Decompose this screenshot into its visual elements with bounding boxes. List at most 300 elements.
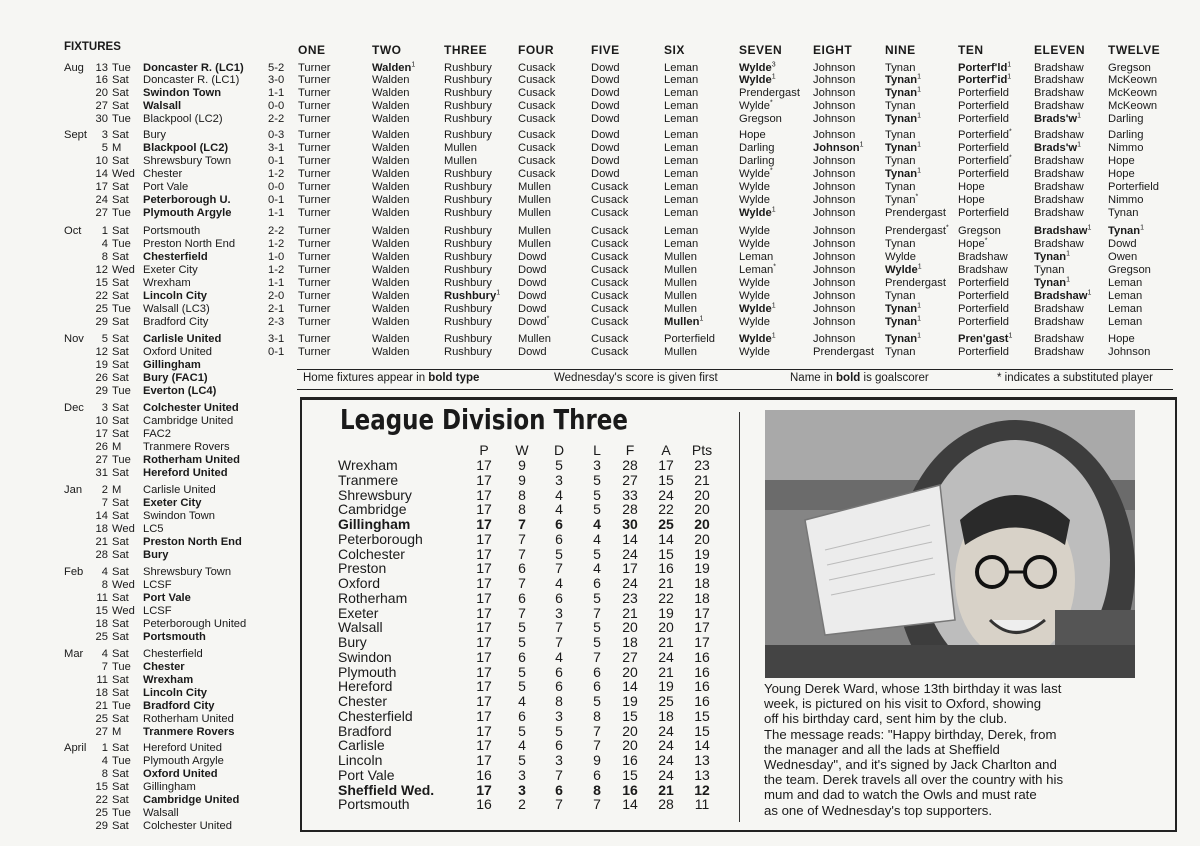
- league-team: Peterborough: [338, 530, 423, 547]
- player-name: Leman: [664, 238, 699, 250]
- league-row: [0, 724, 740, 739]
- player-name: Turner: [298, 277, 331, 289]
- player-name: Cusack: [518, 62, 556, 74]
- player-name: Bradshaw: [1034, 333, 1084, 345]
- player-cell: [591, 333, 628, 346]
- player-cell: [591, 194, 628, 207]
- league-stat: 14: [694, 737, 710, 754]
- player-name: Walden: [372, 277, 410, 289]
- player-mark: *: [1009, 154, 1012, 162]
- player-name: Cusack: [591, 225, 629, 237]
- league-stat: 6: [518, 560, 526, 577]
- league-team: Chesterfield: [338, 707, 413, 724]
- league-stat: 5: [555, 545, 563, 562]
- fixture-opponent: Oxford United: [143, 768, 218, 780]
- player-cell: [518, 113, 555, 126]
- player-mark: 1: [1066, 250, 1071, 258]
- league-stat: 9: [518, 457, 526, 473]
- league-stat: 24: [658, 486, 674, 503]
- league-stat: 5: [593, 471, 601, 488]
- fixture-opponent: Portsmouth: [143, 631, 206, 643]
- league-stat: 16: [694, 678, 710, 695]
- player-cell: [1108, 346, 1150, 359]
- fixture-score: 1-2: [268, 264, 285, 276]
- league-stat: 21: [658, 781, 674, 798]
- fixture-weekday: Sat: [112, 155, 129, 167]
- player-name: Porterfield: [958, 155, 1009, 167]
- player-mark: 1: [1077, 112, 1081, 120]
- fixture-day: 27: [95, 726, 108, 738]
- player-name: Leman: [664, 113, 699, 125]
- player-name: Cusack: [518, 74, 556, 86]
- player-name: Gregson: [1108, 62, 1151, 74]
- player-name: Cusack: [591, 264, 629, 276]
- player-name: Bradshaw: [1034, 346, 1084, 358]
- player-name: Turner: [298, 225, 331, 237]
- fixture-opponent: Wrexham: [143, 277, 191, 289]
- player-cell: [1108, 129, 1143, 142]
- player-name: Dowd: [518, 346, 547, 358]
- fixture-weekday: Sat: [112, 781, 129, 793]
- league-team: Lincoln: [338, 752, 383, 768]
- league-stat: 5: [518, 722, 526, 739]
- player-mark: *: [1009, 128, 1012, 136]
- fixture-opponent: Wrexham: [143, 674, 194, 686]
- player-name: Tynan: [1034, 251, 1067, 263]
- player-mark: 1: [1007, 73, 1012, 81]
- player-name: Walden: [372, 142, 410, 154]
- player-cell: [958, 303, 1009, 316]
- league-stat: 4: [518, 737, 526, 754]
- player-cell: [591, 113, 620, 126]
- player-name: Porterfield: [958, 303, 1009, 315]
- league-stat: 16: [476, 766, 492, 783]
- league-row: [0, 488, 740, 503]
- player-cell: [518, 194, 551, 207]
- fixture-day: 22: [95, 794, 108, 806]
- league-stat: 6: [593, 678, 601, 695]
- player-cell: [518, 225, 551, 238]
- league-stat: 33: [622, 486, 638, 503]
- player-cell: [1034, 238, 1084, 251]
- player-name: Rushbury: [444, 333, 492, 345]
- player-name: Mullen: [518, 181, 551, 193]
- player-cell: [518, 181, 551, 194]
- player-cell: [372, 303, 410, 316]
- league-stat: 20: [622, 663, 638, 680]
- player-name: Turner: [298, 74, 331, 86]
- fixture-weekday: Wed: [112, 523, 135, 535]
- player-cell: [298, 290, 331, 303]
- player-mark: 1: [771, 73, 776, 81]
- player-name: Leman: [664, 142, 699, 154]
- player-name: Dowd: [591, 168, 620, 180]
- player-cell: [298, 113, 331, 126]
- league-stat: 18: [694, 589, 710, 606]
- player-cell: [518, 142, 555, 155]
- player-cell: [664, 168, 698, 181]
- player-cell: [1108, 142, 1143, 155]
- player-cell: [885, 264, 922, 277]
- league-team: Cambridge: [338, 501, 407, 518]
- player-mark: 1: [917, 86, 922, 94]
- fixture-opponent: Plymouth Argyle: [143, 207, 232, 219]
- player-cell: [298, 346, 331, 359]
- league-stat: 17: [476, 516, 492, 532]
- fixture-month: Mar: [64, 648, 84, 660]
- fixture-row: [0, 238, 1200, 251]
- player-cell: [885, 238, 915, 251]
- player-name: Tynan: [885, 346, 916, 358]
- fixture-opponent: Hereford United: [143, 742, 222, 754]
- player-cell: [739, 251, 773, 264]
- player-cell: [813, 316, 855, 329]
- player-cell: [444, 113, 492, 126]
- league-team: Portsmouth: [338, 796, 410, 813]
- league-stat: 20: [622, 722, 638, 739]
- league-stat: 7: [555, 634, 563, 650]
- fixture-opponent: Peterborough U.: [143, 194, 231, 206]
- fixture-weekday: Tue: [112, 661, 131, 673]
- player-name: Johnson: [813, 225, 856, 237]
- fixture-opponent: Port Vale: [143, 181, 189, 193]
- player-cell: [885, 142, 921, 155]
- league-stat: 6: [555, 678, 563, 695]
- player-mark: 1: [917, 332, 922, 340]
- fixture-opponent: Exeter City: [143, 497, 202, 509]
- photo-derek-ward: [765, 410, 1135, 678]
- league-stat: 3: [518, 781, 526, 798]
- player-cell: [664, 129, 698, 142]
- position-header: ONE: [298, 43, 326, 57]
- player-name: Porterf'ld: [958, 62, 1008, 74]
- player-name: Wylde: [739, 181, 770, 193]
- league-stat: 17: [658, 457, 674, 473]
- league-stat: 19: [694, 545, 710, 562]
- position-header: FOUR: [518, 43, 554, 57]
- player-name: Prendergast: [739, 87, 800, 99]
- player-name: Brads'w: [1034, 113, 1078, 125]
- player-name: Mullen: [664, 303, 697, 315]
- player-cell: [958, 264, 1008, 277]
- caption-line: Young Derek Ward, whose 13th birthday it was last: [764, 681, 1062, 696]
- player-name: Rushbury: [444, 194, 492, 206]
- position-header: TWO: [372, 43, 402, 57]
- league-stat: 20: [658, 619, 674, 636]
- player-cell: [958, 238, 987, 251]
- league-stat: 16: [694, 663, 710, 680]
- league-row: [0, 576, 740, 591]
- fixture-opponent: Chesterfield: [143, 648, 203, 660]
- fixture-day: 29: [95, 820, 108, 832]
- player-cell: [1034, 251, 1070, 264]
- player-name: Brads'w: [1034, 142, 1078, 154]
- fixture-weekday: Sat: [112, 566, 129, 578]
- fixture-score: 2-2: [268, 113, 285, 125]
- player-cell: [1034, 74, 1084, 87]
- league-stat: 20: [694, 486, 710, 503]
- league-stat: 4: [555, 501, 563, 518]
- player-cell: [298, 194, 331, 207]
- league-stat: 22: [658, 501, 674, 518]
- player-cell: [739, 225, 770, 238]
- league-row: [0, 473, 740, 488]
- fixture-opponent: Swindon Town: [143, 510, 215, 522]
- league-stat: 7: [518, 530, 526, 547]
- league-row: [0, 458, 740, 473]
- league-stat: 5: [593, 501, 601, 518]
- league-stat: 19: [694, 560, 710, 577]
- league-stat: 19: [658, 604, 674, 621]
- fixture-opponent: LCSF: [143, 579, 172, 591]
- league-stat: 11: [694, 796, 710, 813]
- player-name: Johnson: [813, 181, 856, 193]
- player-name: Johnson: [1108, 346, 1151, 358]
- player-cell: [664, 303, 697, 316]
- fixture-weekday: Tue: [112, 62, 131, 74]
- player-name: Walden: [372, 303, 410, 315]
- fixture-day: 2: [101, 484, 108, 496]
- player-name: Tynan: [1108, 225, 1141, 237]
- player-cell: [1034, 129, 1084, 142]
- player-name: Turner: [298, 333, 331, 345]
- league-stat: 20: [622, 619, 638, 636]
- league-stat: 5: [593, 634, 601, 650]
- player-cell: [1034, 87, 1084, 100]
- league-stat: 17: [476, 501, 492, 518]
- player-name: Wylde: [739, 168, 770, 180]
- player-cell: [739, 207, 776, 220]
- player-cell: [739, 155, 774, 168]
- player-cell: [444, 290, 500, 303]
- fixture-row: [0, 264, 1200, 277]
- player-name: Leman: [739, 251, 774, 263]
- league-stat: 25: [658, 516, 674, 532]
- player-cell: [958, 290, 1009, 303]
- player-cell: [372, 207, 410, 220]
- player-name: Cusack: [518, 142, 556, 154]
- fixture-day: 19: [95, 359, 108, 371]
- player-name: Johnson: [813, 207, 856, 219]
- player-mark: 1: [411, 61, 416, 69]
- league-stat: 6: [555, 663, 563, 680]
- player-name: Turner: [298, 113, 331, 125]
- caption-line: the manager and all the lads at Sheffield: [764, 741, 1000, 757]
- fixture-score: 0-3: [268, 129, 285, 141]
- player-cell: [298, 87, 331, 100]
- league-team: Gillingham: [338, 516, 411, 532]
- player-name: Wylde: [739, 346, 770, 358]
- league-stat: 8: [518, 501, 526, 518]
- player-cell: [444, 207, 492, 220]
- league-stat: 6: [555, 589, 563, 606]
- player-name: Wylde: [739, 316, 770, 328]
- player-name: Dowd: [518, 264, 547, 276]
- fixture-row: [0, 290, 1200, 303]
- player-name: Cusack: [591, 290, 629, 302]
- player-name: Nimmo: [1108, 194, 1144, 206]
- league-stat: 5: [593, 486, 601, 503]
- player-cell: [372, 74, 410, 87]
- player-mark: 1: [1066, 276, 1071, 284]
- player-cell: [813, 100, 855, 113]
- league-stat: 17: [476, 560, 492, 577]
- league-stat: 14: [622, 678, 638, 695]
- player-name: Walden: [372, 316, 410, 328]
- player-name: Johnson: [813, 251, 856, 263]
- player-name: Rushbury: [444, 181, 492, 193]
- player-name: Bradshaw: [958, 264, 1008, 276]
- league-stat: 3: [555, 752, 563, 768]
- league-stat: 5: [555, 722, 563, 739]
- league-stat: 6: [518, 648, 526, 665]
- player-cell: [739, 346, 770, 359]
- fixture-weekday: Sat: [112, 768, 129, 780]
- player-name: Johnson: [813, 87, 856, 99]
- player-mark: 1: [917, 263, 922, 271]
- fixture-opponent: Walsall: [143, 807, 179, 819]
- player-cell: [885, 333, 921, 346]
- player-cell: [1108, 207, 1138, 220]
- player-cell: [739, 74, 776, 87]
- player-name: Turner: [298, 303, 331, 315]
- fixture-opponent: Doncaster R. (LC1): [143, 62, 244, 74]
- fixture-score: 2-3: [268, 316, 285, 328]
- player-cell: [444, 74, 492, 87]
- player-name: Darling: [1108, 113, 1144, 125]
- fixture-opponent: Gillingham: [143, 781, 196, 793]
- player-name: Porterfield: [958, 113, 1009, 125]
- player-cell: [739, 168, 773, 181]
- player-cell: [444, 277, 492, 290]
- player-cell: [664, 100, 698, 113]
- league-stat: 17: [476, 781, 492, 798]
- fixture-day: 25: [95, 631, 108, 643]
- player-name: Porterfield: [958, 316, 1009, 328]
- player-mark: *: [769, 167, 773, 175]
- player-cell: [958, 74, 1011, 87]
- player-name: Tynan: [885, 290, 916, 302]
- league-stat: 17: [476, 457, 492, 473]
- player-name: Johnson: [813, 303, 856, 315]
- league-stat: 18: [622, 634, 638, 650]
- player-name: Dowd: [591, 142, 620, 154]
- league-stat: 17: [476, 722, 492, 739]
- league-stat: 27: [622, 471, 638, 488]
- player-name: Bradshaw: [1034, 155, 1084, 167]
- player-name: Porterfield: [664, 333, 715, 345]
- player-cell: [591, 129, 620, 142]
- player-cell: [444, 316, 492, 329]
- player-name: Rushbury: [444, 87, 492, 99]
- player-cell: [372, 238, 410, 251]
- league-stat: 13: [694, 766, 710, 783]
- caption-line: off his birthday card, sent him by the club.: [764, 711, 1008, 727]
- player-cell: [885, 87, 921, 100]
- fixture-opponent: Lincoln City: [143, 290, 208, 302]
- fixture-opponent: Walsall: [143, 100, 182, 112]
- league-stat: 7: [555, 766, 563, 783]
- player-name: Tynan: [885, 333, 918, 345]
- player-cell: [372, 155, 410, 168]
- player-cell: [298, 207, 331, 220]
- player-cell: [1108, 316, 1142, 329]
- player-name: Porterfield: [958, 290, 1009, 302]
- player-cell: [298, 74, 331, 87]
- fixture-month: Nov: [64, 333, 84, 345]
- player-name: Walden: [372, 100, 410, 112]
- fixture-day: 22: [95, 290, 108, 302]
- player-cell: [664, 181, 698, 194]
- player-name: Turner: [298, 62, 331, 74]
- fixture-weekday: Tue: [112, 700, 131, 712]
- player-name: Gregson: [739, 113, 782, 125]
- fixture-opponent: Tranmere Rovers: [143, 726, 235, 738]
- fixture-weekday: Tue: [112, 303, 131, 315]
- league-stat: 7: [555, 619, 563, 636]
- player-cell: [813, 251, 855, 264]
- fixture-day: 4: [101, 648, 108, 660]
- player-cell: [518, 290, 547, 303]
- player-name: Rushbury: [444, 346, 492, 358]
- player-cell: [444, 168, 492, 181]
- player-name: Bradshaw: [1034, 225, 1088, 237]
- player-name: Wylde: [739, 100, 770, 112]
- fixture-opponent: Preston North End: [143, 238, 236, 250]
- player-cell: [1034, 316, 1084, 329]
- fixture-weekday: M: [112, 142, 122, 154]
- player-mark: 3: [771, 61, 776, 69]
- league-stat: 20: [694, 501, 710, 518]
- fixture-opponent: Exeter City: [143, 264, 198, 276]
- player-name: Cusack: [518, 87, 556, 99]
- fixture-row: [0, 277, 1200, 290]
- player-name: Leman: [664, 225, 699, 237]
- fixture-weekday: Sat: [112, 618, 129, 630]
- player-cell: [813, 290, 855, 303]
- player-cell: [372, 264, 410, 277]
- player-cell: [298, 142, 331, 155]
- fixture-day: 15: [95, 277, 108, 289]
- fixture-weekday: Sat: [112, 428, 129, 440]
- player-cell: [372, 129, 410, 142]
- position-header: TEN: [958, 43, 984, 57]
- league-stat: 3: [593, 457, 601, 473]
- player-cell: [739, 303, 776, 316]
- player-name: Turner: [298, 238, 331, 250]
- league-stat: 21: [658, 663, 674, 680]
- fixture-opponent: Gillingham: [143, 359, 201, 371]
- player-cell: [813, 264, 855, 277]
- fixture-row: [0, 168, 1200, 181]
- player-name: Cusack: [518, 100, 556, 112]
- fixture-day: 10: [95, 415, 108, 427]
- league-row: [0, 532, 740, 547]
- fixture-day: 18: [95, 618, 108, 630]
- player-name: Bradshaw: [958, 251, 1008, 263]
- player-name: Cusack: [591, 277, 629, 289]
- league-team: Exeter: [338, 604, 379, 621]
- player-cell: [739, 277, 770, 290]
- player-cell: [739, 264, 776, 277]
- player-name: Mullen: [664, 316, 700, 328]
- player-name: Rushbury: [444, 316, 492, 328]
- fixture-opponent: Blackpool (LC2): [143, 142, 229, 154]
- fixture-score: 3-0: [268, 74, 285, 86]
- league-stat: 20: [622, 737, 638, 754]
- player-cell: [1034, 100, 1084, 113]
- player-name: Walden: [372, 129, 410, 141]
